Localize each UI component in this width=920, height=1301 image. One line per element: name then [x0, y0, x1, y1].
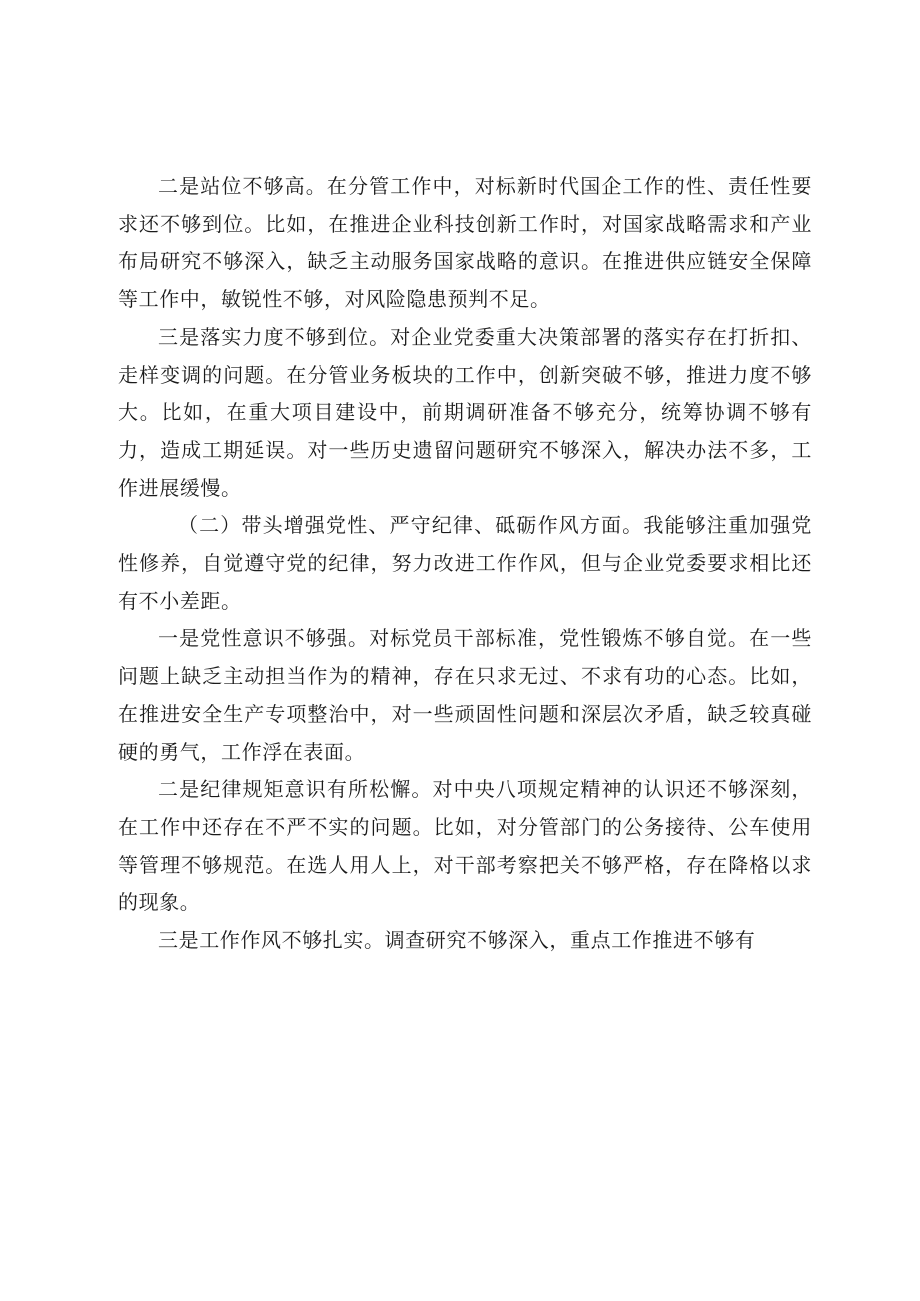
paragraph-stance: 二是站位不够高。在分管工作中，对标新时代国企工作的性、责任性要求还不够到位。比如，在推进企业科技创新工作时，对国家战略需求和产业布局研究不够深入，缺乏主动服务国家战略的意识。在推进供应链安全保障等工作中，敏锐性不够，对风险隐患预判不足。 [118, 174, 812, 312]
paragraph-implementation: 三是落实力度不够到位。对企业党委重大决策部署的落实存在打折扣、走样变调的问题。在分管业务板块的工作中，创新突破不够，推进力度不够大。比如，在重大项目建设中，前期调研准备不够充分，统筹协调不够有力，造成工期延误。对一些历史遗留问题研究不够深入，解决办法不多，工作进展缓慢。 [118, 324, 812, 500]
paragraph-party-awareness: 一是党性意识不够强。对标党员干部标准，党性锻炼不够自觉。在一些问题上缺乏主动担当作为的精神，存在只求无过、不求有功的心态。比如，在推进安全生产专项整治中，对一些顽固性问题和深层次矛盾，缺乏较真碰硬的勇气，工作浮在表面。 [118, 626, 812, 764]
paragraph-discipline: 二是纪律规矩意识有所松懈。对中央八项规定精神的认识还不够深刻，在工作中还存在不严不实的问题。比如，对分管部门的公务接待、公车使用等管理不够规范。在选人用人上，对干部考察把关不够严格，存在降格以求的现象。 [118, 777, 812, 915]
section-heading-party-spirit: （二）带头增强党性、严守纪律、砥砺作风方面。我能够注重加强党性修养，自觉遵守党的纪律，努力改进工作作风，但与企业党委要求相比还有不小差距。 [118, 513, 812, 613]
document-body [118, 168, 812, 960]
paragraph-work-style: 三是工作作风不够扎实。调查研究不够深入，重点工作推进不够有 [158, 928, 756, 953]
